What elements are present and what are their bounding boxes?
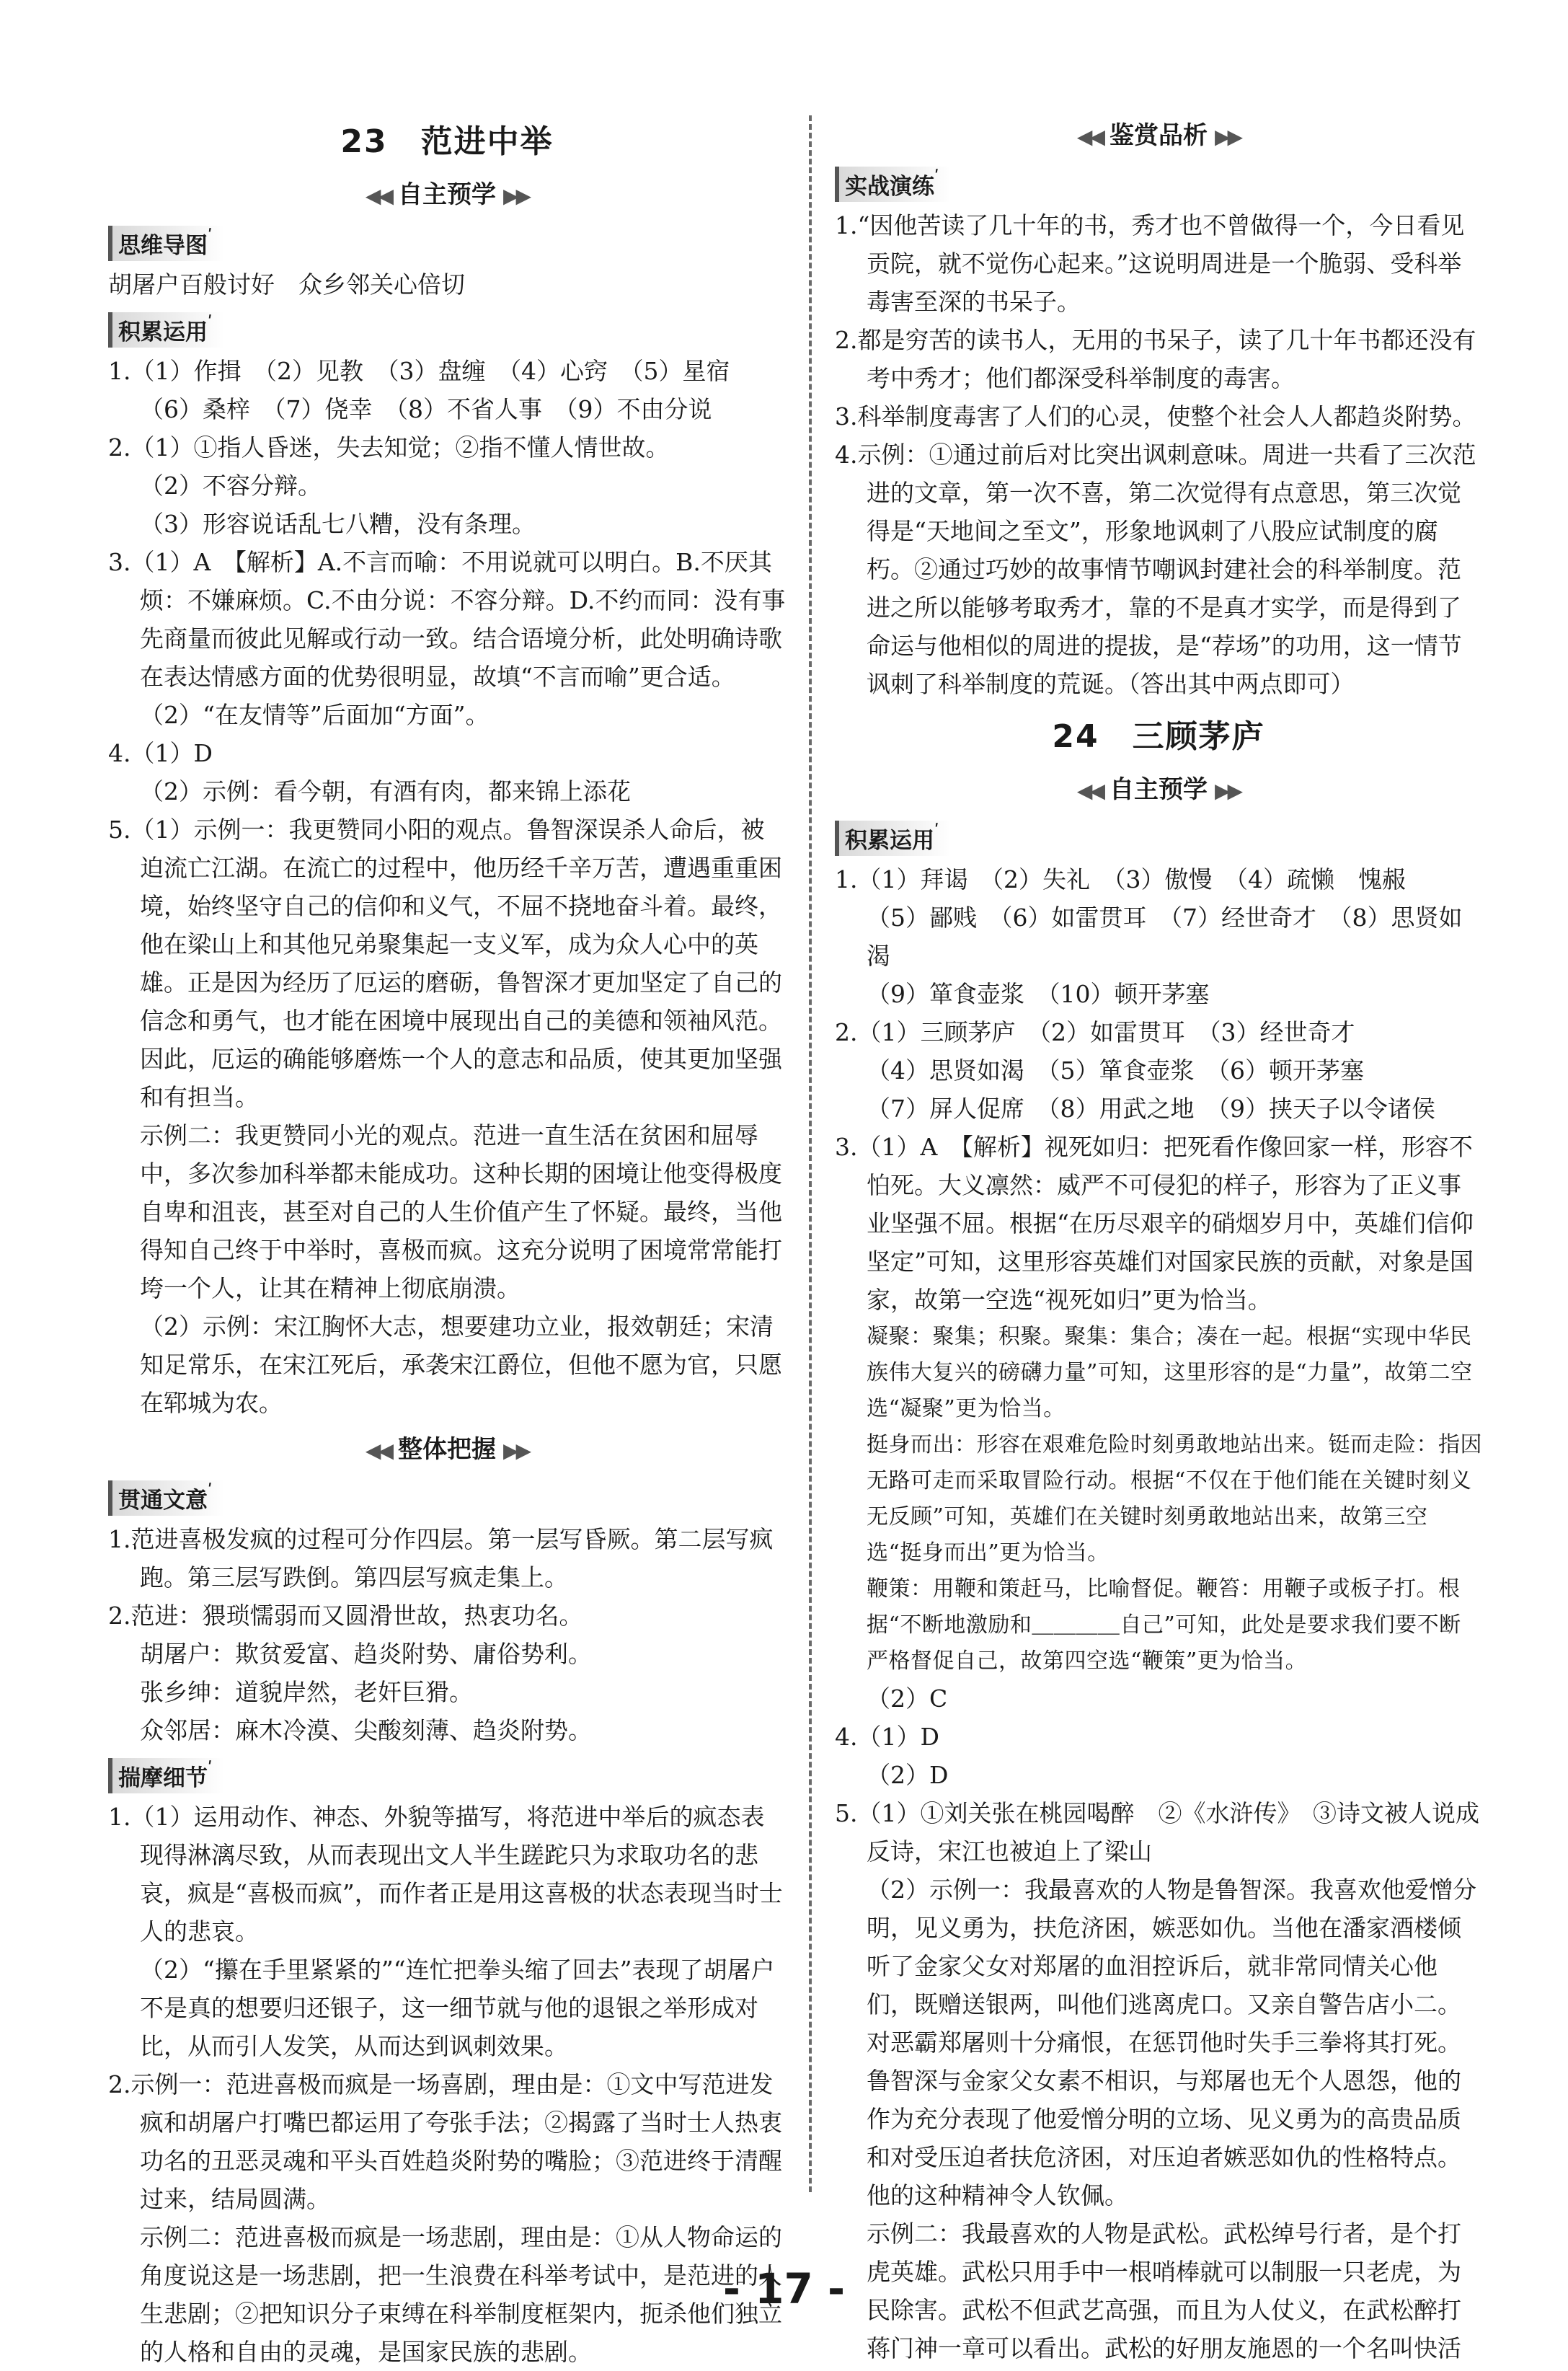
section-header-preview-2: ◀◀ 自主预学 ▶▶	[1076, 775, 1241, 804]
answer-s3: 3.科举制度毒害了人们的心灵，使整个社会人人都趋炎附势。	[835, 402, 1476, 431]
right-arrows-icon: ▶▶	[503, 184, 529, 208]
answer-r3c: 挺身而出：形容在艰难危险时刻勇敢地站出来。铤而走险：指因无路可走而采取冒险行动。根据“不仅在于他们能在关键时刻义无反顾”可知，英雄们在关键时刻勇敢地站出来，故第三空选“挺身而出”更为恰当。	[867, 1432, 1482, 1566]
answer-2b: （2）不容分辩。	[140, 472, 322, 500]
left-arrows-icon: ◀◀	[365, 1439, 391, 1462]
column-divider	[809, 115, 812, 2192]
answer-5a: 5.（1）示例一：我更赞同小阳的观点。鲁智深误杀人命后，被迫流亡江湖。在流亡的过程中，他历经千辛万苦，遭遇重重困境，始终坚守自己的信仰和义气，不屈不挠地奋斗着。最终，他在梁山上和其他兄弟聚集起一支义军，成为众人心中的英雄。正是因为经历了厄运的磨砺，鲁智深才更加坚定了自己的信念和勇气，也才能在困境中展现出自己的美德和领袖风范。因此，厄运的确能够磨炼一个人的意志和品质，使其更加坚强和有担当。	[108, 816, 782, 1111]
answer-5c: （2）示例：宋江胸怀大志，想要建功立业，报效朝廷；宋清知足常乐，在宋江死后，承袭宋江爵位，但他不愿为官，只愿在郓城为农。	[140, 1312, 782, 1417]
answer-c1b: （2）“攥在手里紧紧的”“连忙把拳头缩了回去”表现了胡屠户不是真的想要归还银子，这一细节就与他的退银之举形成对比，从而引人发笑，从而达到讽刺效果。	[140, 1956, 775, 2060]
answer-r4b: （2）D	[867, 1761, 949, 1789]
answer-c2b: 示例二：范进喜极而疯是一场悲剧，理由是：①从人物命运的角度说这是一场悲剧，把一生浪费在科举考试中，是范进的人生悲剧；②把知识分子束缚在科举制度框架内，扼杀他们独立的人格和自由的灵魂，是国家民族的悲剧。	[140, 2223, 782, 2366]
answer-r5c: 示例二：我最喜欢的人物是武松。武松绰号行者，是个打虎英雄。武松只用手中一根哨棒就可以制服一只老虎，为民除害。武松不但武艺高强，而且为人仗义，在武松醉打蒋门神一章可以看出。武松的好朋友施恩的一个名叫快活	[867, 2220, 1461, 2362]
answer-r5a: 5.（1）①刘关张在桃园喝醉 ②《水浒传》 ③诗文被人说成反诗，宋江也被迫上了梁山	[835, 1799, 1479, 1866]
left-arrows-icon: ◀◀	[1076, 125, 1102, 149]
answer-2c: （3）形容说话乱七八糟，没有条理。	[140, 510, 536, 538]
left-arrows-icon: ◀◀	[365, 184, 391, 208]
answer-c1a: 1.（1）运用动作、神态、外貌等描写，将范进中举后的疯态表现得淋漓尽致，从而表现出文人半生蹉跎只为求取功名的悲哀，疯是“喜极而疯”，而作者正是用这喜极的状态表现当时士人的悲哀。	[108, 1803, 783, 1946]
answer-s2: 2.都是穷苦的读书人，无用的书呆子，读了几十年书都还没有考中秀才；他们都深受科举制度的毒害。	[835, 326, 1476, 392]
answer-c2a: 2.示例一：范进喜极而疯是一场喜剧，理由是：①文中写范进发疯和胡屠户打嘴巴都运用了夸张手法；②揭露了当时士人热衷功名的丑恶灵魂和平头百姓趋炎附势的嘴脸；③范进终于清醒过来，结局圆满。	[108, 2070, 782, 2213]
answer-r2a: 2.（1）三顾茅庐 （2）如雷贯耳 （3）经世奇才	[835, 1018, 1355, 1046]
answer-g2d: 众邻居：麻木冷漠、尖酸刻薄、趋炎附势。	[140, 1716, 592, 1744]
right-arrows-icon: ▶▶	[1215, 779, 1241, 803]
answer-r3d: 鞭策：用鞭和策赶马，比喻督促。鞭笞：用鞭子或板子打。根据“不断地激励和＿＿＿＿自己”可知，此处是要求我们要不断严格督促自己，故第四空选“鞭策”更为恰当。	[867, 1576, 1461, 1674]
answer-r3a: 3.（1）A 【解析】视死如归：把死看作像回家一样，形容不怕死。大义凛然：威严不可侵犯的样子，形容为了正义事业坚强不屈。根据“在历尽艰辛的硝烟岁月中，英雄们信仰坚定”可知，这里形容英雄们对国家民族的贡献，对象是国家，故第一空选“视死如归”更为恰当。	[835, 1133, 1474, 1314]
right-arrows-icon: ▶▶	[1215, 125, 1241, 149]
section-header-overall: ◀◀ 整体把握 ▶▶	[365, 1435, 529, 1464]
answer-g2a: 2.范进：猥琐懦弱而又圆滑世故，热衷功名。	[108, 1602, 583, 1630]
chapter-title-24: 24 三顾茅庐	[1052, 718, 1265, 755]
section-header-appreciation: ◀◀ 鉴赏品析 ▶▶	[1076, 121, 1241, 150]
subhead-accumulate-2: 积累运用$^ʹ$	[835, 821, 951, 856]
subhead-mindmap: 思维导图$^ʹ$	[108, 226, 224, 261]
left-column	[108, 108, 786, 2371]
answer-1a: 1.（1）作揖 （2）见教 （3）盘缠 （4）心窍 （5）星宿	[108, 357, 730, 385]
answer-3a: 3.（1）A 【解析】A.不言而喻：不用说就可以明白。B.不厌其烦：不嫌麻烦。C.不由分说：不容分辩。D.不约而同：没有事先商量而彼此见解或行动一致。结合语境分析，此处明确诗歌在表达情感方面的优势很明显，故填“不言而喻”更合适。	[108, 548, 786, 691]
answer-r5b: （2）示例一：我最喜欢的人物是鲁智深。我喜欢他爱憎分明，见义勇为，扶危济困，嫉恶如仇。当他在潘家酒楼倾听了金家父女对郑屠的血泪控诉后，就非常同情关心他们，既赠送银两，叫他们逃离虎口。又亲自警告店小二。对恶霸郑屠则十分痛恨，在惩罚他时失手三拳将其打死。鲁智深与金家父女素不相识，与郑屠也无个人恩怨，他的作为充分表现了他爱憎分明的立场、见义勇为的高贵品质和对受压迫者扶危济困，对压迫者嫉恶如仇的性格特点。他的这种精神令人钦佩。	[867, 1876, 1476, 2209]
right-arrows-icon: ▶▶	[503, 1439, 529, 1462]
answer-1b: （6）桑梓 （7）侥幸 （8）不省人事 （9）不由分说	[140, 395, 712, 423]
answer-r3b: 凝聚：聚集；积聚。聚集：集合；凑在一起。根据“实现中华民族伟大复兴的磅礴力量”可知，这里形容的是“力量”，故第二空选“凝聚”更为恰当。	[867, 1324, 1473, 1421]
answer-3b: （2）“在友情等”后面加“方面”。	[140, 701, 490, 729]
subhead-accumulate: 积累运用$^ʹ$	[108, 312, 224, 348]
subhead-practice: 实战演练$^ʹ$	[835, 167, 951, 202]
answer-g2c: 张乡绅：道貌岸然，老奸巨猾。	[140, 1678, 473, 1706]
answer-r4a: 4.（1）D	[835, 1723, 939, 1751]
mindmap-text: 胡屠户百般讨好 众乡邻关心倍切	[108, 270, 465, 299]
answer-r3e: （2）C	[867, 1685, 948, 1713]
subhead-comprehension: 贯通文意$^ʹ$	[108, 1480, 224, 1516]
subhead-details: 揣摩细节$^ʹ$	[108, 1758, 224, 1793]
answer-s1: 1.“因他苦读了几十年的书，秀才也不曾做得一个，今日看见贡院，就不觉伤心起来。”这说明周进是一个脆弱、受科举毒害至深的书呆子。	[835, 211, 1465, 316]
page-number: - 17 -	[722, 2264, 846, 2313]
answer-s4: 4.示例：①通过前后对比突出讽刺意味。周进一共看了三次范进的文章，第一次不喜，第二次觉得有点意思，第三次觉得是“天地间之至文”，形象地讽刺了八股应试制度的腐朽。②通过巧妙的故事情节嘲讽封建社会的科举制度。范进之所以能够考取秀才，靠的不是真才实学，而是得到了命运与他相似的周进的提拔，是“荐场”的功用，这一情节讽刺了科举制度的荒诞。（答出其中两点即可）	[835, 441, 1476, 698]
answer-4a: 4.（1）D	[108, 739, 213, 767]
answer-g2b: 胡屠户：欺贫爱富、趋炎附势、庸俗势利。	[140, 1640, 592, 1668]
right-column	[835, 108, 1482, 2367]
chapter-title-23: 23 范进中举	[340, 123, 554, 160]
answer-r1c: （9）箪食壶浆 （10）顿开茅塞	[867, 980, 1210, 1008]
answer-r1b: （5）鄙贱 （6）如雷贯耳 （7）经世奇才 （8）思贤如渴	[867, 904, 1463, 970]
answer-r2c: （7）屏人促席 （8）用武之地 （9）挟天子以令诸侯	[867, 1095, 1435, 1123]
section-header-preview: ◀◀ 自主预学 ▶▶	[365, 180, 529, 209]
answer-4b: （2）示例：看今朝，有酒有肉，都来锦上添花	[140, 777, 631, 805]
answer-2a: 2.（1）①指人昏迷，失去知觉；②指不懂人情世故。	[108, 433, 670, 462]
answer-g1: 1.范进喜极发疯的过程可分作四层。第一层写昏厥。第二层写疯跑。第三层写跌倒。第四层写疯走集上。	[108, 1525, 774, 1591]
answer-r1a: 1.（1）拜谒 （2）失礼 （3）傲慢 （4）疏懒 愧赧	[835, 865, 1406, 893]
left-arrows-icon: ◀◀	[1076, 779, 1102, 803]
answer-5b: 示例二：我更赞同小光的观点。范进一直生活在贫困和屈辱中，多次参加科举都未能成功。这种长期的困境让他变得极度自卑和沮丧，甚至对自己的人生价值产生了怀疑。最终，当他得知自己终于中举时，喜极而疯。这充分说明了困境常常能打垮一个人，让其在精神上彻底崩溃。	[140, 1121, 782, 1302]
answer-r2b: （4）思贤如渴 （5）箪食壶浆 （6）顿开茅塞	[867, 1056, 1364, 1085]
